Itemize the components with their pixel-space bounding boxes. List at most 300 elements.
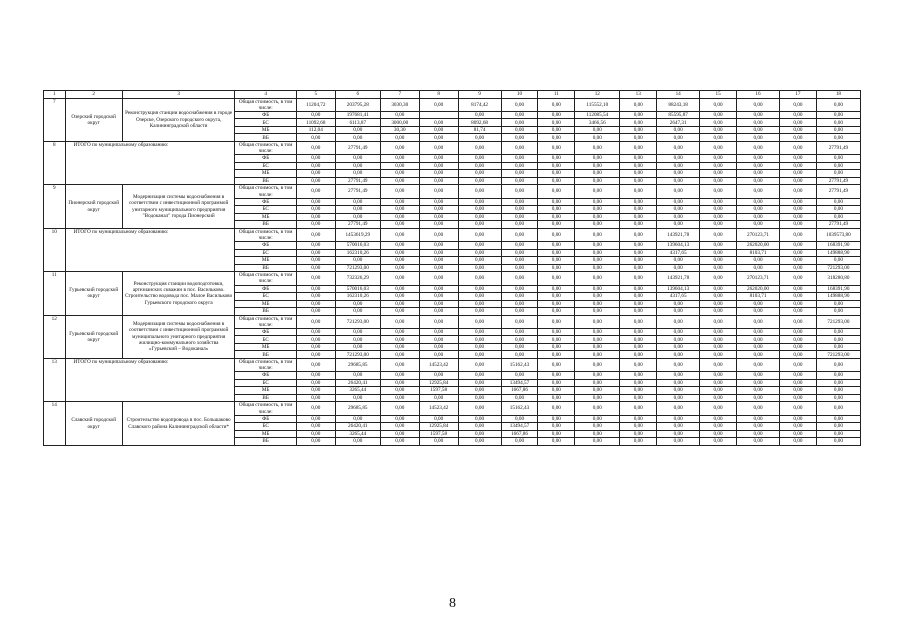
value-cell: 2647,31 bbox=[657, 119, 700, 127]
value-cell: 0,00 bbox=[296, 141, 335, 154]
value-cell: 0,00 bbox=[380, 141, 419, 154]
value-cell: 721293,00 bbox=[816, 351, 860, 359]
value-cell: 112,04 bbox=[296, 126, 335, 134]
value-cell: 0,00 bbox=[575, 141, 620, 154]
value-cell: 0,00 bbox=[575, 358, 620, 371]
value-cell: 27791,49 bbox=[816, 141, 860, 154]
value-cell: 270123,71 bbox=[737, 228, 780, 241]
value-cell: 0,00 bbox=[816, 300, 860, 308]
value-cell: 6113,87 bbox=[335, 119, 380, 127]
value-cell: 0,00 bbox=[296, 257, 335, 265]
value-cell: 0,00 bbox=[700, 343, 737, 351]
funding-source-label: БС bbox=[235, 293, 296, 301]
value-cell: 0,00 bbox=[657, 430, 700, 438]
value-cell: 0,00 bbox=[538, 300, 575, 308]
value-cell: 0,00 bbox=[816, 336, 860, 344]
value-cell: 0,00 bbox=[700, 185, 737, 198]
value-cell: 0,00 bbox=[737, 98, 780, 111]
value-cell: 0,00 bbox=[620, 264, 657, 272]
value-cell: 0,00 bbox=[419, 213, 458, 221]
value-cell: 0,00 bbox=[335, 213, 380, 221]
value-cell: 0,00 bbox=[335, 438, 380, 446]
value-cell: 0,00 bbox=[657, 343, 700, 351]
municipality-name: Озерский городской округ bbox=[65, 98, 122, 141]
value-cell: 0,00 bbox=[419, 185, 458, 198]
value-cell: 0,00 bbox=[419, 177, 458, 185]
value-cell: 732326,29 bbox=[335, 272, 380, 285]
value-cell: 0,00 bbox=[575, 336, 620, 344]
value-cell: 0,00 bbox=[620, 119, 657, 127]
value-cell: 0,00 bbox=[780, 387, 817, 395]
value-cell: 0,00 bbox=[538, 141, 575, 154]
value-cell: 0,00 bbox=[816, 379, 860, 387]
value-cell: 0,00 bbox=[620, 423, 657, 431]
value-cell: 0,00 bbox=[380, 423, 419, 431]
value-cell: 0,00 bbox=[575, 170, 620, 178]
value-cell: 0,00 bbox=[780, 264, 817, 272]
value-cell: 0,00 bbox=[380, 402, 419, 415]
value-cell: 0,00 bbox=[501, 249, 538, 257]
value-cell: 0,00 bbox=[296, 155, 335, 163]
value-cell: 0,00 bbox=[538, 242, 575, 250]
value-cell: 0,00 bbox=[419, 162, 458, 170]
value-cell: 0,00 bbox=[620, 343, 657, 351]
value-cell: 0,00 bbox=[816, 257, 860, 265]
value-cell: 0,00 bbox=[700, 394, 737, 402]
value-cell: 0,00 bbox=[501, 394, 538, 402]
value-cell: 0,00 bbox=[737, 257, 780, 265]
value-cell: 26420,41 bbox=[335, 423, 380, 431]
funding-source-label: ВБ bbox=[235, 221, 296, 229]
value-cell: 0,00 bbox=[737, 343, 780, 351]
value-cell: 0,00 bbox=[575, 300, 620, 308]
value-cell: 0,00 bbox=[458, 170, 501, 178]
value-cell: 0,00 bbox=[737, 111, 780, 119]
value-cell: 0,00 bbox=[380, 213, 419, 221]
value-cell: 0,00 bbox=[335, 300, 380, 308]
value-cell: 0,00 bbox=[780, 438, 817, 446]
value-cell: 0,00 bbox=[575, 328, 620, 336]
funding-source-label: МБ bbox=[235, 430, 296, 438]
funding-source-label: ФБ bbox=[235, 111, 296, 119]
value-cell: 3265,44 bbox=[335, 430, 380, 438]
value-cell: 0,00 bbox=[575, 206, 620, 214]
value-cell: 0,00 bbox=[657, 415, 700, 423]
value-cell: 0,00 bbox=[780, 119, 817, 127]
value-cell: 0,00 bbox=[458, 141, 501, 154]
funding-source-label: Общая стоимость, в том числе: bbox=[235, 272, 296, 285]
value-cell: 0,00 bbox=[296, 336, 335, 344]
value-cell: 0,00 bbox=[380, 351, 419, 359]
value-cell: 0,00 bbox=[575, 379, 620, 387]
value-cell: 0,00 bbox=[700, 242, 737, 250]
value-cell: 0,00 bbox=[501, 198, 538, 206]
funding-source-label: МБ bbox=[235, 213, 296, 221]
value-cell: 0,00 bbox=[780, 343, 817, 351]
value-cell: 0,00 bbox=[296, 221, 335, 229]
value-cell: 0,00 bbox=[458, 285, 501, 293]
value-cell: 0,00 bbox=[380, 177, 419, 185]
value-cell: 0,00 bbox=[296, 394, 335, 402]
value-cell: 12925,84 bbox=[419, 379, 458, 387]
value-cell: 0,00 bbox=[700, 372, 737, 380]
value-cell: 85595,87 bbox=[657, 111, 700, 119]
value-cell: 0,00 bbox=[700, 351, 737, 359]
value-cell: 0,00 bbox=[538, 402, 575, 415]
value-cell: 0,00 bbox=[816, 213, 860, 221]
value-cell: 0,00 bbox=[780, 372, 817, 380]
value-cell: 0,00 bbox=[657, 177, 700, 185]
value-cell: 0,00 bbox=[419, 126, 458, 134]
funding-source-label: БС bbox=[235, 119, 296, 127]
value-cell: 0,00 bbox=[780, 336, 817, 344]
value-cell: 27791,49 bbox=[335, 177, 380, 185]
value-cell: 0,00 bbox=[780, 162, 817, 170]
value-cell: 0,00 bbox=[419, 119, 458, 127]
value-cell: 0,00 bbox=[538, 285, 575, 293]
value-cell: 0,00 bbox=[296, 213, 335, 221]
value-cell: 0,00 bbox=[657, 394, 700, 402]
value-cell: 0,00 bbox=[538, 119, 575, 127]
value-cell: 0,00 bbox=[380, 170, 419, 178]
value-cell: 0,00 bbox=[700, 293, 737, 301]
funding-source-label: БС bbox=[235, 379, 296, 387]
value-cell: 0,00 bbox=[419, 272, 458, 285]
value-cell: 0,00 bbox=[737, 402, 780, 415]
value-cell: 0,00 bbox=[458, 351, 501, 359]
column-number: 2 bbox=[65, 91, 122, 99]
value-cell: 4317,65 bbox=[657, 293, 700, 301]
value-cell: 0,00 bbox=[657, 387, 700, 395]
value-cell: 0,00 bbox=[657, 126, 700, 134]
column-number: 15 bbox=[700, 91, 737, 99]
municipality-name: Пионерский городской округ bbox=[65, 185, 122, 228]
value-cell: 0,00 bbox=[501, 315, 538, 328]
value-cell: 0,00 bbox=[538, 272, 575, 285]
value-cell: 0,00 bbox=[737, 155, 780, 163]
municipality-name: Гурьевский городской округ bbox=[65, 272, 122, 315]
value-cell: 0,00 bbox=[419, 221, 458, 229]
value-cell: 0,00 bbox=[296, 358, 335, 371]
value-cell: 0,00 bbox=[620, 300, 657, 308]
value-cell: 168391,90 bbox=[816, 242, 860, 250]
value-cell: 0,00 bbox=[700, 228, 737, 241]
value-cell: 721293,00 bbox=[335, 315, 380, 328]
value-cell: 0,00 bbox=[458, 242, 501, 250]
value-cell: 0,00 bbox=[296, 379, 335, 387]
value-cell: 81,74 bbox=[458, 126, 501, 134]
value-cell: 0,00 bbox=[700, 170, 737, 178]
value-cell: 262020,00 bbox=[737, 285, 780, 293]
value-cell: 0,00 bbox=[620, 162, 657, 170]
column-number: 16 bbox=[737, 91, 780, 99]
value-cell: 0,00 bbox=[335, 343, 380, 351]
value-cell: 1667,86 bbox=[501, 387, 538, 395]
funding-source-label: ВБ bbox=[235, 394, 296, 402]
value-cell: 0,00 bbox=[296, 293, 335, 301]
value-cell: 0,00 bbox=[700, 249, 737, 257]
value-cell: 0,00 bbox=[538, 351, 575, 359]
value-cell: 0,00 bbox=[575, 264, 620, 272]
value-cell: 0,00 bbox=[816, 328, 860, 336]
value-cell: 0,00 bbox=[700, 177, 737, 185]
funding-source-label: Общая стоимость, в том числе: bbox=[235, 228, 296, 241]
value-cell: 0,00 bbox=[458, 221, 501, 229]
value-cell: 0,00 bbox=[700, 387, 737, 395]
value-cell: 0,00 bbox=[538, 328, 575, 336]
table-row bbox=[44, 272, 861, 285]
funding-source-label: МБ bbox=[235, 257, 296, 265]
value-cell: 0,00 bbox=[700, 198, 737, 206]
value-cell: 0,00 bbox=[620, 98, 657, 111]
value-cell: 262020,00 bbox=[737, 242, 780, 250]
value-cell: 0,00 bbox=[620, 155, 657, 163]
value-cell: 0,00 bbox=[419, 170, 458, 178]
column-number: 13 bbox=[620, 91, 657, 99]
value-cell: 0,00 bbox=[780, 285, 817, 293]
value-cell: 0,00 bbox=[780, 293, 817, 301]
value-cell: 0,00 bbox=[780, 185, 817, 198]
value-cell: 0,00 bbox=[816, 134, 860, 142]
funding-source-label: МБ bbox=[235, 387, 296, 395]
value-cell: 0,00 bbox=[700, 379, 737, 387]
value-cell: 0,00 bbox=[816, 358, 860, 371]
value-cell: 0,00 bbox=[296, 343, 335, 351]
value-cell: 0,00 bbox=[657, 162, 700, 170]
value-cell: 0,00 bbox=[380, 242, 419, 250]
value-cell: 0,00 bbox=[538, 415, 575, 423]
value-cell: 11204,72 bbox=[296, 98, 335, 111]
value-cell: 1039573,80 bbox=[816, 228, 860, 241]
value-cell: 27791,49 bbox=[335, 221, 380, 229]
value-cell: 0,00 bbox=[575, 285, 620, 293]
funding-source-label: МБ bbox=[235, 343, 296, 351]
value-cell: 0,00 bbox=[380, 438, 419, 446]
value-cell: 0,00 bbox=[700, 423, 737, 431]
value-cell: 0,00 bbox=[296, 162, 335, 170]
value-cell: 0,00 bbox=[657, 300, 700, 308]
value-cell: 0,00 bbox=[458, 300, 501, 308]
value-cell: 0,00 bbox=[538, 336, 575, 344]
value-cell: 0,00 bbox=[780, 126, 817, 134]
value-cell: 0,00 bbox=[575, 249, 620, 257]
value-cell: 721293,00 bbox=[335, 264, 380, 272]
funding-source-label: ФБ bbox=[235, 242, 296, 250]
value-cell: 0,00 bbox=[380, 379, 419, 387]
value-cell: 0,00 bbox=[575, 402, 620, 415]
value-cell: 0,00 bbox=[296, 228, 335, 241]
value-cell: 0,00 bbox=[737, 394, 780, 402]
value-cell: 0,00 bbox=[816, 343, 860, 351]
column-number: 8 bbox=[419, 91, 458, 99]
value-cell: 0,00 bbox=[538, 98, 575, 111]
value-cell: 0,00 bbox=[620, 415, 657, 423]
value-cell: 0,00 bbox=[780, 394, 817, 402]
value-cell: 0,00 bbox=[458, 379, 501, 387]
value-cell: 0,00 bbox=[501, 98, 538, 111]
value-cell: 29685,85 bbox=[335, 358, 380, 371]
value-cell: 0,00 bbox=[501, 285, 538, 293]
value-cell: 0,00 bbox=[700, 308, 737, 316]
value-cell: 0,00 bbox=[737, 185, 780, 198]
funding-source-label: БС bbox=[235, 162, 296, 170]
column-number: 7 bbox=[380, 91, 419, 99]
value-cell: 0,00 bbox=[620, 213, 657, 221]
value-cell: 0,00 bbox=[780, 170, 817, 178]
value-cell: 0,00 bbox=[737, 308, 780, 316]
row-index: 9 bbox=[44, 185, 66, 228]
value-cell: 0,00 bbox=[700, 162, 737, 170]
value-cell: 0,00 bbox=[620, 351, 657, 359]
value-cell: 0,00 bbox=[538, 206, 575, 214]
value-cell: 149888,90 bbox=[816, 249, 860, 257]
value-cell: 0,00 bbox=[380, 430, 419, 438]
value-cell: 0,00 bbox=[620, 438, 657, 446]
project-name: Реконструкция станции водоснабжения в городе Озерске, Озерского городского округа, Калининградской области bbox=[122, 98, 235, 141]
value-cell: 0,00 bbox=[501, 308, 538, 316]
value-cell: 0,00 bbox=[737, 141, 780, 154]
value-cell: 0,00 bbox=[737, 170, 780, 178]
funding-source-label: Общая стоимость, в том числе: bbox=[235, 185, 296, 198]
value-cell: 0,00 bbox=[620, 358, 657, 371]
value-cell: 0,00 bbox=[458, 162, 501, 170]
value-cell: 0,00 bbox=[538, 343, 575, 351]
value-cell: 0,00 bbox=[620, 257, 657, 265]
value-cell: 0,00 bbox=[380, 228, 419, 241]
value-cell: 0,00 bbox=[700, 155, 737, 163]
funding-source-label: Общая стоимость, в том числе: bbox=[235, 402, 296, 415]
value-cell: 0,00 bbox=[501, 328, 538, 336]
value-cell: 0,00 bbox=[816, 438, 860, 446]
value-cell: 0,00 bbox=[700, 257, 737, 265]
value-cell: 318280,80 bbox=[816, 272, 860, 285]
column-number: 3 bbox=[122, 91, 235, 99]
value-cell: 0,00 bbox=[458, 228, 501, 241]
column-number: 5 bbox=[296, 91, 335, 99]
value-cell: 0,00 bbox=[501, 351, 538, 359]
value-cell: 0,00 bbox=[458, 213, 501, 221]
value-cell: 0,00 bbox=[458, 134, 501, 142]
value-cell: 0,00 bbox=[296, 372, 335, 380]
value-cell: 0,00 bbox=[296, 177, 335, 185]
column-number: 1 bbox=[44, 91, 66, 99]
value-cell: 0,00 bbox=[501, 111, 538, 119]
value-cell: 8092,68 bbox=[458, 119, 501, 127]
value-cell: 0,00 bbox=[296, 438, 335, 446]
row-index: 8 bbox=[44, 141, 66, 184]
value-cell: 0,00 bbox=[335, 336, 380, 344]
value-cell: 0,00 bbox=[419, 328, 458, 336]
value-cell: 3265,44 bbox=[335, 387, 380, 395]
value-cell: 0,00 bbox=[501, 170, 538, 178]
value-cell: 14523,42 bbox=[419, 358, 458, 371]
value-cell: 0,00 bbox=[780, 155, 817, 163]
value-cell: 0,00 bbox=[419, 285, 458, 293]
value-cell: 0,00 bbox=[737, 264, 780, 272]
value-cell: 721293,00 bbox=[816, 264, 860, 272]
value-cell: 30,30 bbox=[380, 126, 419, 134]
value-cell: 0,00 bbox=[575, 308, 620, 316]
value-cell: 0,00 bbox=[380, 358, 419, 371]
value-cell: 0,00 bbox=[700, 141, 737, 154]
value-cell: 0,00 bbox=[620, 308, 657, 316]
value-cell: 0,00 bbox=[458, 423, 501, 431]
value-cell: 0,00 bbox=[501, 119, 538, 127]
value-cell: 0,00 bbox=[296, 272, 335, 285]
value-cell: 27791,49 bbox=[816, 177, 860, 185]
value-cell: 0,00 bbox=[296, 249, 335, 257]
value-cell: 0,00 bbox=[700, 272, 737, 285]
value-cell: 0,00 bbox=[296, 315, 335, 328]
value-cell: 0,00 bbox=[620, 336, 657, 344]
value-cell: 0,00 bbox=[657, 315, 700, 328]
value-cell: 0,00 bbox=[501, 228, 538, 241]
value-cell: 0,00 bbox=[700, 315, 737, 328]
value-cell: 0,00 bbox=[737, 198, 780, 206]
value-cell: 0,00 bbox=[380, 328, 419, 336]
value-cell: 270123,71 bbox=[737, 272, 780, 285]
value-cell: 0,00 bbox=[380, 285, 419, 293]
value-cell: 0,00 bbox=[700, 221, 737, 229]
value-cell: 0,00 bbox=[657, 402, 700, 415]
value-cell: 27791,49 bbox=[816, 221, 860, 229]
value-cell: 0,00 bbox=[419, 351, 458, 359]
value-cell: 0,00 bbox=[700, 126, 737, 134]
value-cell: 0,00 bbox=[657, 257, 700, 265]
value-cell: 0,00 bbox=[501, 213, 538, 221]
value-cell: 0,00 bbox=[538, 177, 575, 185]
value-cell: 0,00 bbox=[335, 257, 380, 265]
value-cell: 0,00 bbox=[380, 111, 419, 119]
value-cell: 13494,57 bbox=[501, 379, 538, 387]
value-cell: 0,00 bbox=[380, 315, 419, 328]
value-cell: 0,00 bbox=[538, 134, 575, 142]
value-cell: 0,00 bbox=[700, 358, 737, 371]
value-cell: 0,00 bbox=[700, 119, 737, 127]
value-cell: 0,00 bbox=[780, 379, 817, 387]
value-cell: 0,00 bbox=[419, 228, 458, 241]
project-name: Модернизация системы водоснабжения в соответствии с инвестиционной программой муниципального унитарного предприятия жилищно-коммунального хозяйства «Гурьевский – Водоканал» bbox=[122, 315, 235, 358]
value-cell: 0,00 bbox=[575, 415, 620, 423]
column-number: 9 bbox=[458, 91, 501, 99]
value-cell: 0,00 bbox=[335, 162, 380, 170]
value-cell: 0,00 bbox=[657, 134, 700, 142]
value-cell: 0,00 bbox=[296, 264, 335, 272]
value-cell: 0,00 bbox=[501, 343, 538, 351]
value-cell: 0,00 bbox=[575, 134, 620, 142]
column-number: 14 bbox=[657, 91, 700, 99]
value-cell: 0,00 bbox=[620, 315, 657, 328]
value-cell: 0,00 bbox=[657, 170, 700, 178]
value-cell: 0,00 bbox=[700, 285, 737, 293]
value-cell: 0,00 bbox=[458, 308, 501, 316]
column-number: 12 bbox=[575, 91, 620, 99]
value-cell: 0,00 bbox=[458, 293, 501, 301]
value-cell: 0,00 bbox=[780, 221, 817, 229]
value-cell: 0,00 bbox=[380, 257, 419, 265]
value-cell: 0,00 bbox=[575, 293, 620, 301]
value-cell: 0,00 bbox=[419, 394, 458, 402]
value-cell: 0,00 bbox=[620, 198, 657, 206]
value-cell: 4317,65 bbox=[657, 249, 700, 257]
value-cell: 0,00 bbox=[419, 257, 458, 265]
value-cell: 0,00 bbox=[780, 415, 817, 423]
value-cell: 0,00 bbox=[419, 198, 458, 206]
value-cell: 3030,30 bbox=[380, 98, 419, 111]
value-cell: 0,00 bbox=[296, 387, 335, 395]
value-cell: 0,00 bbox=[780, 300, 817, 308]
value-cell: 0,00 bbox=[575, 257, 620, 265]
